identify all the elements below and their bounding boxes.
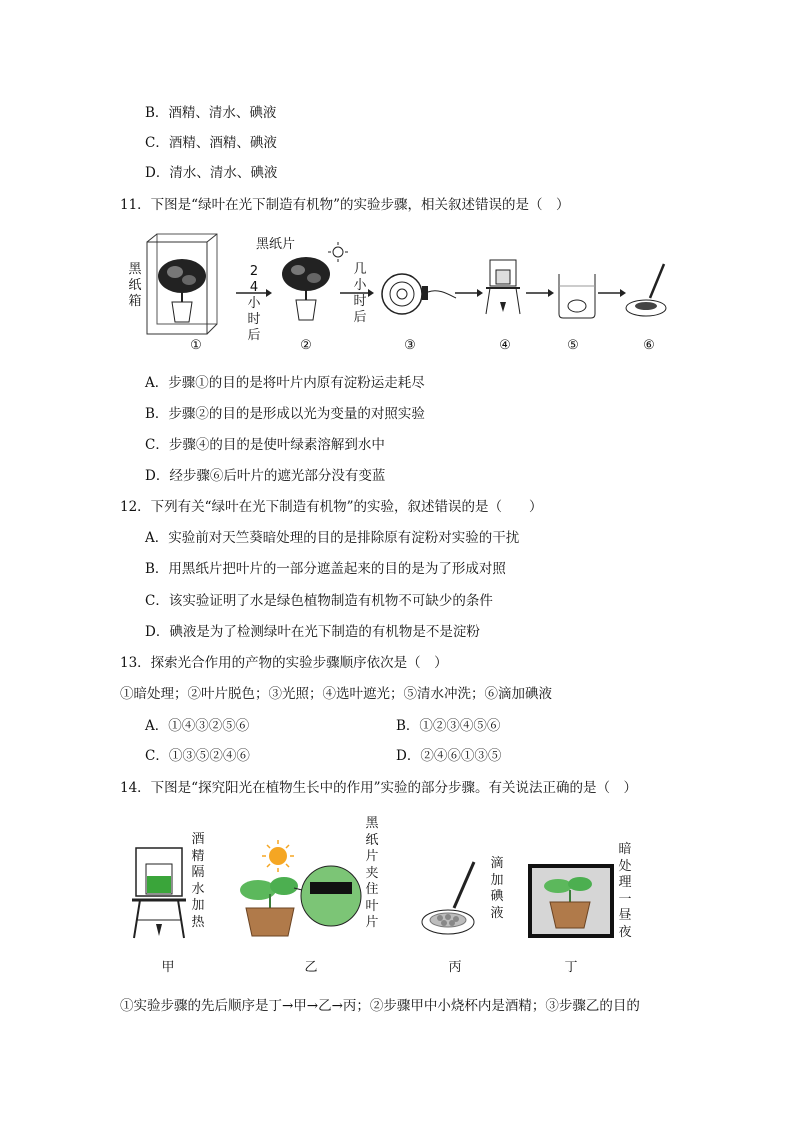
water-bath-illustration <box>482 256 526 320</box>
label-jia: 甲 <box>161 960 175 975</box>
q11-stem: 11．下图是“绿叶在光下制造有机物”的实验步骤，相关叙述错误的是（ ） <box>120 197 570 213</box>
arrow2-label: 几小时后 <box>353 262 367 325</box>
q12-stem: 12．下列有关“绿叶在光下制造有机物”的实验，叙述错误的是（ ） <box>120 499 543 515</box>
q12-option-b: B．用黑纸片把叶片的一部分遮盖起来的目的是为了形成对照 <box>145 561 506 577</box>
q11-option-a: A．步骤①的目的是将叶片内原有淀粉运走耗尽 <box>145 375 425 391</box>
arrow-3 <box>455 288 483 298</box>
black-paper-label: 黑纸片 <box>256 237 296 252</box>
plant-in-light-illustration <box>272 240 352 325</box>
step-label-4: ④ <box>499 338 511 353</box>
q11-option-b: B．步骤②的目的是形成以光为变量的对照实验 <box>145 406 425 422</box>
q12-option-d: D．碘液是为了检测绿叶在光下制造的有机物是不是淀粉 <box>145 624 480 640</box>
yi-caption: 黑纸片夹住叶片 <box>365 816 379 930</box>
arrow-4 <box>526 288 554 298</box>
label-yi: 乙 <box>304 960 318 975</box>
q13-option-b: B．①②③④⑤⑥ <box>396 718 501 734</box>
q13-items: ①暗处理；②叶片脱色；③光照；④选叶遮光；⑤清水冲洗；⑥滴加碘液 <box>120 686 552 702</box>
q11-option-c: C．步骤④的目的是使叶绿素溶解到水中 <box>145 437 385 453</box>
q12-option-a: A．实验前对天竺葵暗处理的目的是排除原有淀粉对实验的干扰 <box>145 530 520 546</box>
leaf-picked-illustration <box>378 270 458 320</box>
q10-option-d: D．清水、清水、碘液 <box>145 165 278 181</box>
step-label-3: ③ <box>404 338 416 353</box>
q12-option-c: C．该实验证明了水是绿色植物制造有机物不可缺少的条件 <box>145 593 493 609</box>
arrow-2 <box>340 288 374 298</box>
beaker-rinse-illustration <box>555 272 599 320</box>
bing-caption: 滴加碘液 <box>490 856 504 921</box>
plant-with-black-paper-illustration <box>232 836 362 940</box>
jia-caption: 酒精隔水加热 <box>191 832 205 930</box>
step-label-2: ② <box>300 338 312 353</box>
iodine-dish-illustration <box>624 262 670 322</box>
label-bing: 丙 <box>448 960 462 975</box>
arrow-1 <box>236 288 272 298</box>
step-label-6: ⑥ <box>643 338 655 353</box>
q13-option-a: A．①④③②⑤⑥ <box>145 718 250 734</box>
q10-option-b: B．酒精、清水、碘液 <box>145 105 277 121</box>
q13-stem: 13．探索光合作用的产物的实验步骤顺序依次是（ ） <box>120 655 448 671</box>
q14-statement: ①实验步骤的先后顺序是丁→甲→乙→丙；②步骤甲中小烧杯内是酒精；③步骤乙的目的 <box>120 998 640 1014</box>
black-box-plant-illustration <box>145 232 220 337</box>
q11-option-d: D．经步骤⑥后叶片的遮光部分没有变蓝 <box>145 468 386 484</box>
q14-stem: 14．下图是“探究阳光在植物生长中的作用”实验的部分步骤。有关说法正确的是（ ） <box>120 780 637 796</box>
step-label-1: ① <box>190 338 202 353</box>
q13-option-d: D．②④⑥①③⑤ <box>396 748 502 764</box>
ding-caption: 暗处理一昼夜 <box>618 842 632 940</box>
step-label-5: ⑤ <box>567 338 579 353</box>
box-label: 黑纸箱 <box>128 262 142 309</box>
q13-option-c: C．①③⑤②④⑥ <box>145 748 250 764</box>
iodine-drop-illustration <box>418 858 488 940</box>
label-ding: 丁 <box>564 960 578 975</box>
arrow-5 <box>598 288 626 298</box>
q10-option-c: C．酒精、酒精、碘液 <box>145 135 277 151</box>
dark-treatment-illustration <box>528 864 614 938</box>
arrow1-label: 24小时后 <box>247 264 261 343</box>
water-bath-alcohol-illustration <box>132 844 190 940</box>
